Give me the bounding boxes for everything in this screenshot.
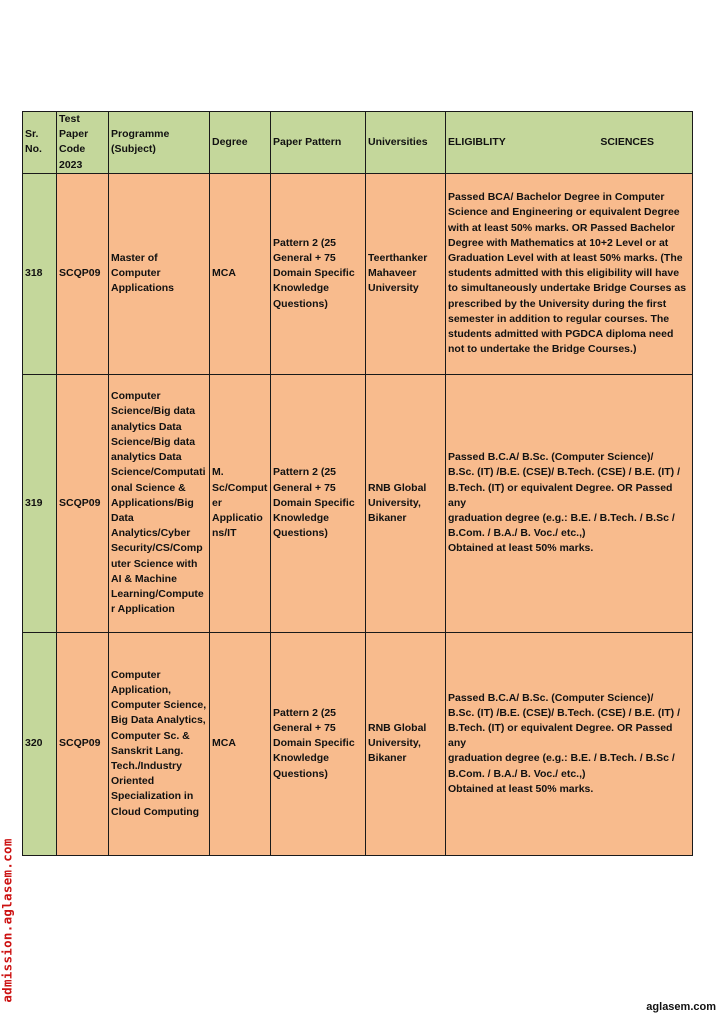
programme-cell: Computer Science/Big data analytics Data Science/Big data analytics Data Science/Computational Science & Applications/Big Data Analytics/Cyber Security/CS/Computer Science with AI & Machine Learning/Computer Application bbox=[109, 374, 210, 632]
header-paper-pattern: Paper Pattern bbox=[271, 112, 366, 174]
paper-code-cell: SCQP09 bbox=[57, 173, 109, 374]
degree-cell: MCA bbox=[210, 173, 271, 374]
table-header-row bbox=[23, 112, 693, 174]
paper-pattern-cell: Pattern 2 (25 General + 75 Domain Specific Knowledge Questions) bbox=[271, 173, 366, 374]
degree-cell: MCA bbox=[210, 632, 271, 855]
programme-cell: Computer Application, Computer Science, Big Data Analytics, Computer Sc. & Sanskrit Lang. Tech./Industry Oriented Specialization in Cloud Computing bbox=[109, 632, 210, 855]
sr-no-cell: 318 bbox=[23, 173, 57, 374]
header-sr-no: Sr. No. bbox=[23, 112, 57, 174]
eligibility-cell: Passed B.C.A/ B.Sc. (Computer Science)/ B.Sc. (IT) /B.E. (CSE)/ B.Tech. (CSE) / B.E. (IT) / B.Tech. (IT) or equivalent Degree. OR Passed any graduation degree (e.g.: B.E. / B.Tech. / B.Sc / B.Com. / B.A./ B. Voc./ etc.,) Obtained at least 50% marks. bbox=[446, 374, 693, 632]
university-cell: RNB Global University, Bikaner bbox=[366, 632, 446, 855]
header-universities: Universities bbox=[366, 112, 446, 174]
paper-code-cell: SCQP09 bbox=[57, 374, 109, 632]
side-watermark: admission.aglasem.com bbox=[0, 838, 15, 1003]
header-eligibility: ELIGIBLITY bbox=[448, 135, 506, 148]
sr-no-cell: 320 bbox=[23, 632, 57, 855]
programme-cell: Master of Computer Applications bbox=[109, 173, 210, 374]
table-row bbox=[23, 374, 693, 632]
university-cell: Teerthanker Mahaveer University bbox=[366, 173, 446, 374]
table-row bbox=[23, 173, 693, 374]
paper-pattern-cell: Pattern 2 (25 General + 75 Domain Specific Knowledge Questions) bbox=[271, 632, 366, 855]
paper-code-cell: SCQP09 bbox=[57, 632, 109, 855]
header-programme: Programme (Subject) bbox=[109, 112, 210, 174]
table-row bbox=[23, 632, 693, 855]
sr-no-cell: 319 bbox=[23, 374, 57, 632]
paper-pattern-cell: Pattern 2 (25 General + 75 Domain Specific Knowledge Questions) bbox=[271, 374, 366, 632]
header-eligibility-cell bbox=[446, 112, 693, 174]
eligibility-table bbox=[22, 111, 693, 856]
eligibility-cell: Passed B.C.A/ B.Sc. (Computer Science)/ B.Sc. (IT) /B.E. (CSE)/ B.Tech. (CSE) / B.E. (IT) / B.Tech. (IT) or equivalent Degree. OR Passed any graduation degree (e.g.: B.E. / B.Tech. / B.Sc / B.Com. / B.A./ B. Voc./ etc.,) Obtained at least 50% marks. bbox=[446, 632, 693, 855]
university-cell: RNB Global University, Bikaner bbox=[366, 374, 446, 632]
header-stream: SCIENCES bbox=[600, 135, 654, 148]
degree-cell: M. Sc/Computer Applications/IT bbox=[210, 374, 271, 632]
eligibility-cell: Passed BCA/ Bachelor Degree in Computer Science and Engineering or equivalent Degree with at least 50% marks. OR Passed Bachelor Degree with Mathematics at 10+2 Level or at Graduation Level with at least 50% marks. (The students admitted with this eligibility will have to simultaneously undertake Bridge Courses as prescribed by the University during the first semester in addition to regular courses. The students admitted with PGDCA diploma need not to undertake the Bridge Courses.) bbox=[446, 173, 693, 374]
bottom-watermark: aglasem.com bbox=[646, 1001, 716, 1013]
header-test-paper-code: Test Paper Code 2023 bbox=[57, 112, 109, 174]
header-degree: Degree bbox=[210, 112, 271, 174]
